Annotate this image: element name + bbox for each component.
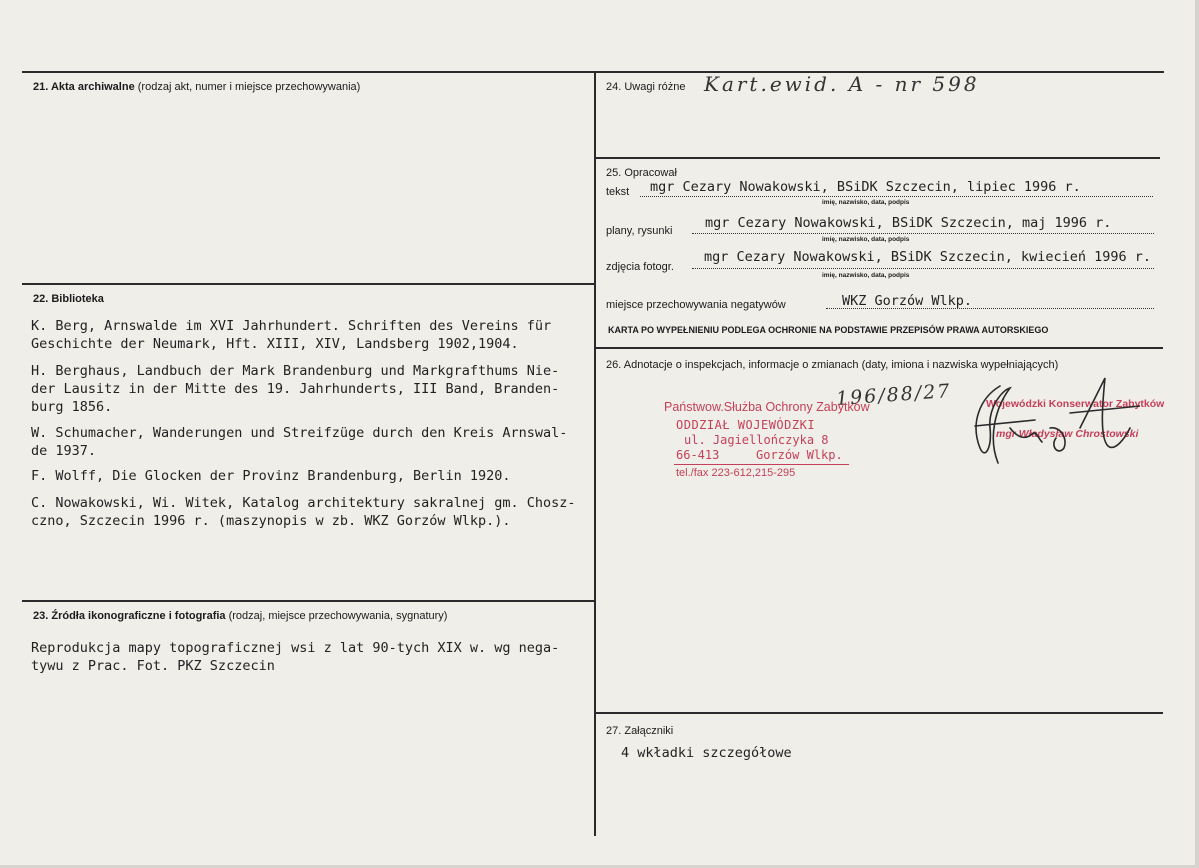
field-label-photos: zdjęcia fotogr. — [606, 261, 674, 273]
section-25-title: 25. Opracował — [606, 167, 677, 179]
field-line-photos — [692, 268, 1154, 269]
top-rule — [22, 71, 1164, 73]
section-21-note: (rodzaj akt, numer i miejsce przechowywania) — [137, 81, 361, 93]
card-edge-right — [1195, 0, 1199, 868]
handwritten-reference: 196/88/27 — [835, 380, 953, 410]
bibliography-entry: F. Wolff, Die Glocken der Provinz Brandenburg, Berlin 1920. — [31, 468, 511, 484]
iconography-text: Reprodukcja mapy topograficznej wsi z lat 90-tych XIX w. wg nega- tywu z Prac. Fot. PKZ Szczecin — [31, 640, 560, 674]
handwritten-signature — [940, 368, 1140, 468]
stamp-line-street: ul. Jagiellończyka 8 — [684, 433, 829, 447]
field-value-photos: mgr Cezary Nowakowski, BSiDK Szczecin, kwiecień 1996 r. — [704, 249, 1152, 265]
field-line-plans — [692, 233, 1154, 234]
field-label-text: tekst — [606, 186, 630, 198]
field-caption: imię, nazwisko, data, podpis — [822, 272, 910, 279]
section-26-note: (daty, imiona i nazwiska wypełniających) — [861, 359, 1059, 371]
stamp-line-name: mgr Władysław Chrostowski — [996, 428, 1139, 440]
rule-26-27 — [595, 712, 1163, 714]
section-24-title: 24. Uwagi różne — [606, 81, 686, 93]
bibliography-entry: K. Berg, Arnswalde im XVI Jahrhundert. Schriften des Vereins für Geschichte der Neumark, Hft. XIII, XIV, Landsberg 1902,1904. — [31, 318, 552, 352]
rule-24-25 — [595, 157, 1160, 159]
section-27-label — [606, 725, 673, 737]
stamp-line-city: Gorzów Wlkp. — [756, 448, 843, 462]
section-23-title: 23. Źródła ikonograficzne i fotografia — [33, 610, 226, 622]
stamp-line-department: ODDZIAŁ WOJEWÓDZKI — [676, 418, 816, 432]
stamp-rule — [674, 464, 849, 465]
stamp-line-phone: tel./fax 223-612,215-295 — [676, 467, 796, 479]
field-value-plans: mgr Cezary Nowakowski, BSiDK Szczecin, maj 1996 r. — [705, 215, 1112, 231]
section-21-label — [33, 81, 360, 93]
copyright-notice: KARTA PO WYPEŁNIENIU PODLEGA OCHRONIE NA PODSTAWIE PRZEPISÓW PRAWA AUTORSKIEGO — [608, 325, 1049, 335]
bibliography-entry: W. Schumacher, Wanderungen und Streifzüge durch den Kreis Arnswal- de 1937. — [31, 425, 568, 459]
stamp-line-office: Wojewódzki Konserwator Zabytków — [986, 398, 1165, 410]
section-21-title: 21. Akta archiwalne — [33, 81, 135, 93]
field-caption: imię, nazwisko, data, podpis — [822, 199, 910, 206]
handwritten-card-number: Kart.ewid. A - nr 598 — [704, 72, 980, 96]
section-24-label — [606, 81, 686, 93]
institution-stamp — [664, 400, 870, 482]
section-26-title: 26. Adnotacje o inspekcjach, informacje o zmianach — [606, 359, 859, 371]
rule-22-23 — [22, 600, 595, 602]
bibliography-entry: H. Berghaus, Landbuch der Mark Brandenburg und Markgrafthums Nie- der Lausitz in der Mitte des 19. Jahrhunderts, III Band, Branden- burg 1856. — [31, 363, 560, 415]
negatives-label: miejsce przechowywania negatywów — [606, 299, 786, 311]
section-23-label — [33, 610, 447, 622]
section-23-note: (rodzaj, miejsce przechowywania, sygnatury) — [228, 610, 448, 622]
section-22-label: 22. Biblioteka — [33, 293, 104, 305]
field-value-text: mgr Cezary Nowakowski, BSiDK Szczecin, lipiec 1996 r. — [650, 179, 1081, 195]
bibliography-entry: C. Nowakowski, Wi. Witek, Katalog architektury sakralnej gm. Chosz- czno, Szczecin 1996 r. (maszynopis w zb. WKZ Gorzów Wlkp.). — [31, 495, 576, 529]
rule-25-26 — [595, 347, 1163, 349]
negatives-value: WKZ Gorzów Wlkp. — [842, 293, 973, 309]
field-line-text — [640, 196, 1153, 197]
center-divider — [594, 71, 596, 836]
attachments-text: 4 wkładki szczegółowe — [621, 745, 792, 761]
section-27-title: 27. Załączniki — [606, 725, 674, 737]
field-label-plans: plany, rysunki — [606, 225, 673, 237]
stamp-line-postcode: 66-413 — [676, 448, 720, 462]
field-caption: imię, nazwisko, data, podpis — [822, 236, 910, 243]
rule-21-22 — [22, 283, 595, 285]
stamp-line-institution: Państwow.Służba Ochrony Zabytków — [664, 400, 870, 414]
